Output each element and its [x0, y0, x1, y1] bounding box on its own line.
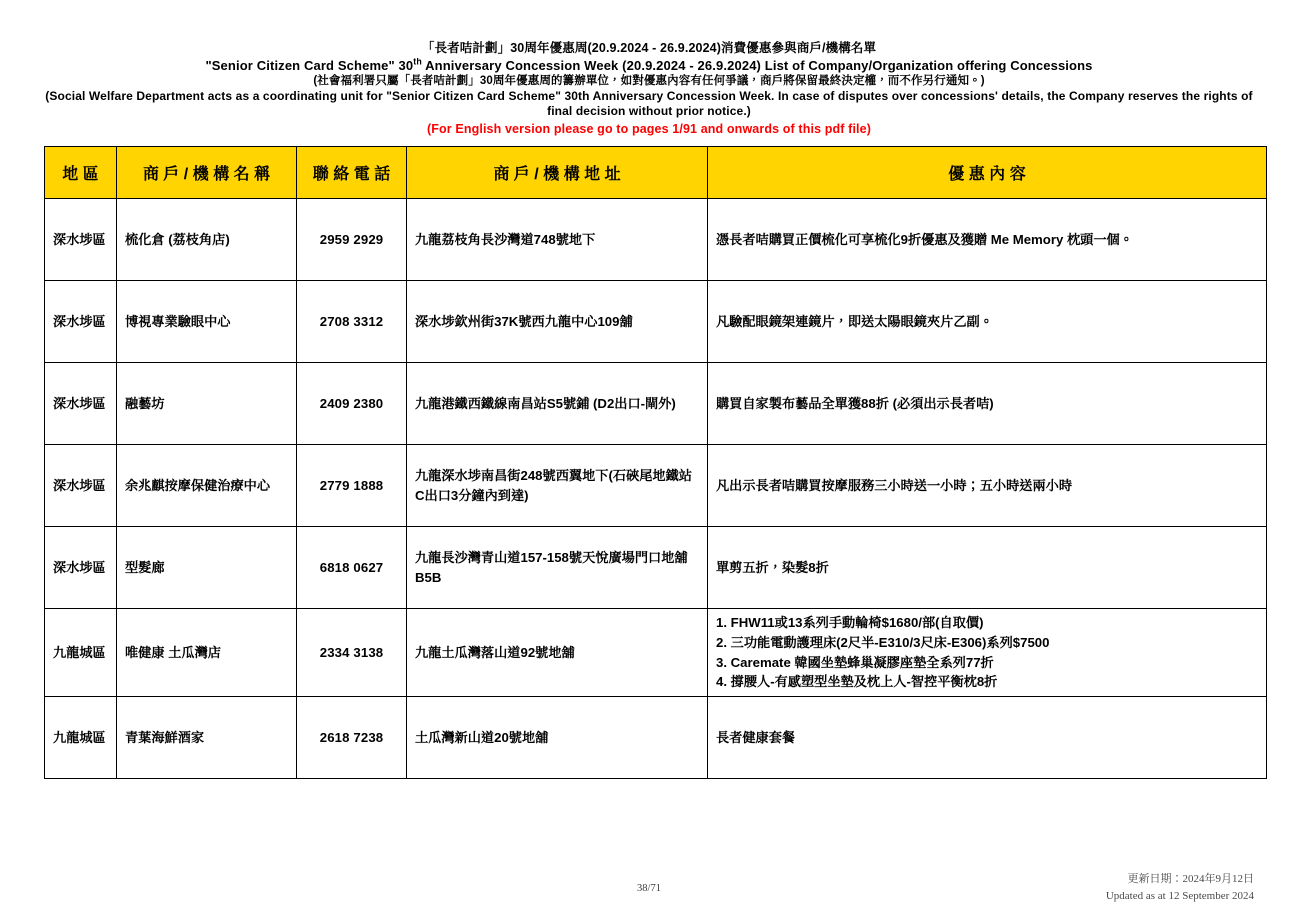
page-number: 38/71 — [637, 883, 661, 894]
cell-district: 九龍城區 — [45, 609, 117, 697]
header-chinese-disclaimer: (社會福利署只屬「長者咭計劃」30周年優惠周的籌辦單位，如對優惠內容有任何爭議，商戶將保留最終決定權，而不作另行通知。) — [313, 74, 985, 87]
header-english-version-notice: (For English version please go to pages 1/91 and onwards of this pdf file) — [426, 122, 872, 137]
cell-company-name: 余兆麒按摩保健治療中心 — [117, 445, 297, 527]
header-english-title-after: Anniversary Concession Week (20.9.2024 - 26.9.2024) List of Company/Organization offering Concessions — [421, 57, 1093, 73]
concession-item: 3. Caremate 韓國坐墊蜂巢凝膠座墊全系列77折 — [716, 654, 994, 670]
cell-address: 深水埗欽州街37K號西九龍中心109舖 — [407, 281, 708, 363]
cell-phone: 2959 2929 — [297, 199, 407, 281]
document-header — [0, 0, 1298, 138]
cell-district: 深水埗區 — [45, 527, 117, 609]
cell-address: 九龍港鐵西鐵線南昌站S5號鋪 (D2出口-閘外) — [407, 363, 708, 445]
cell-address: 土瓜灣新山道20號地舖 — [407, 697, 708, 779]
concession-item: 2. 三功能電動護理床(2尺半-E310/3尺床-E306)系列$7500 — [716, 634, 1050, 650]
cell-concession: 購買自家製布藝品全單獲88折 (必須出示長者咭) — [708, 363, 1267, 445]
cell-district: 深水埗區 — [45, 199, 117, 281]
table-header — [45, 147, 1267, 199]
header-english-title-before: "Senior Citizen Card Scheme" 30 — [205, 57, 414, 73]
cell-company-name: 梳化倉 (荔枝角店) — [117, 199, 297, 281]
cell-district: 九龍城區 — [45, 697, 117, 779]
cell-company-name: 唯健康 土瓜灣店 — [117, 609, 297, 697]
cell-address: 九龍長沙灣青山道157-158號天悅廣場門口地舖B5B — [407, 527, 708, 609]
cell-phone: 6818 0627 — [297, 527, 407, 609]
cell-concession: 長者健康套餐 — [708, 697, 1267, 779]
cell-concession: 凡驗配眼鏡架連鏡片，即送太陽眼鏡夾片乙副。 — [708, 281, 1267, 363]
cell-phone: 2409 2380 — [297, 363, 407, 445]
cell-address: 九龍荔枝角長沙灣道748號地下 — [407, 199, 708, 281]
concession-item: 4. 撐腰人-有感塑型坐墊及枕上人-智控平衡枕8折 — [716, 674, 998, 690]
column-header-phone: 聯絡電話 — [297, 147, 407, 199]
cell-address: 九龍土瓜灣落山道92號地舖 — [407, 609, 708, 697]
cell-phone: 2618 7238 — [297, 697, 407, 779]
table-row — [45, 527, 1267, 609]
concession-item-list — [716, 613, 1258, 692]
column-header-district: 地區 — [45, 147, 117, 199]
cell-concession: 單剪五折，染髮8折 — [708, 527, 1267, 609]
cell-concession: 憑長者咭購買正價梳化可享梳化9折優惠及獲贈 Me Memory 枕頭一個。 — [708, 199, 1267, 281]
header-english-disclaimer: (Social Welfare Department acts as a coordinating unit for "Senior Citizen Card Scheme" 30th Anniversary Concession Week. In case of disputes over concessions' details, the Company reserves the rights of final decision without prior notice.) — [45, 88, 1253, 119]
cell-district: 深水埗區 — [45, 281, 117, 363]
column-header-address: 商戶/機構地址 — [407, 147, 708, 199]
table-row — [45, 281, 1267, 363]
table-row — [45, 697, 1267, 779]
cell-phone: 2708 3312 — [297, 281, 407, 363]
cell-concession: 凡出示長者咭購買按摩服務三小時送一小時；五小時送兩小時 — [708, 445, 1267, 527]
header-english-title — [0, 57, 1298, 74]
column-header-company-name: 商戶/機構名稱 — [117, 147, 297, 199]
concession-table — [44, 146, 1267, 779]
header-chinese-title: 「長者咭計劃」30周年優惠周(20.9.2024 - 26.9.2024)消費優惠參與商戶/機構名單 — [421, 41, 877, 55]
ordinal-suffix: th — [413, 56, 422, 67]
cell-address: 九龍深水埗南昌街248號西翼地下(石硤尾地鐵站C出口3分鐘內到達) — [407, 445, 708, 527]
column-header-concession: 優惠內容 — [708, 147, 1267, 199]
document-footer — [0, 856, 1298, 920]
cell-concession — [708, 609, 1267, 697]
concession-item: 1. FHW11或13系列手動輪椅$1680/部(自取價) — [716, 615, 984, 630]
cell-company-name: 融藝坊 — [117, 363, 297, 445]
cell-district: 深水埗區 — [45, 363, 117, 445]
cell-phone: 2779 1888 — [297, 445, 407, 527]
cell-phone: 2334 3138 — [297, 609, 407, 697]
table-row — [45, 445, 1267, 527]
cell-company-name: 青葉海鮮酒家 — [117, 697, 297, 779]
update-date-block — [1106, 871, 1254, 904]
concession-table-container — [44, 146, 1266, 779]
table-row — [45, 363, 1267, 445]
table-row — [45, 199, 1267, 281]
cell-company-name: 博視專業驗眼中心 — [117, 281, 297, 363]
cell-company-name: 型髮廊 — [117, 527, 297, 609]
table-header-row — [45, 147, 1267, 199]
cell-district: 深水埗區 — [45, 445, 117, 527]
table-body — [45, 199, 1267, 779]
update-date-english: Updated as at 12 September 2024 — [1105, 889, 1254, 902]
update-date-chinese: 更新日期：2024年9月12日 — [1127, 873, 1254, 885]
table-row — [45, 609, 1267, 697]
